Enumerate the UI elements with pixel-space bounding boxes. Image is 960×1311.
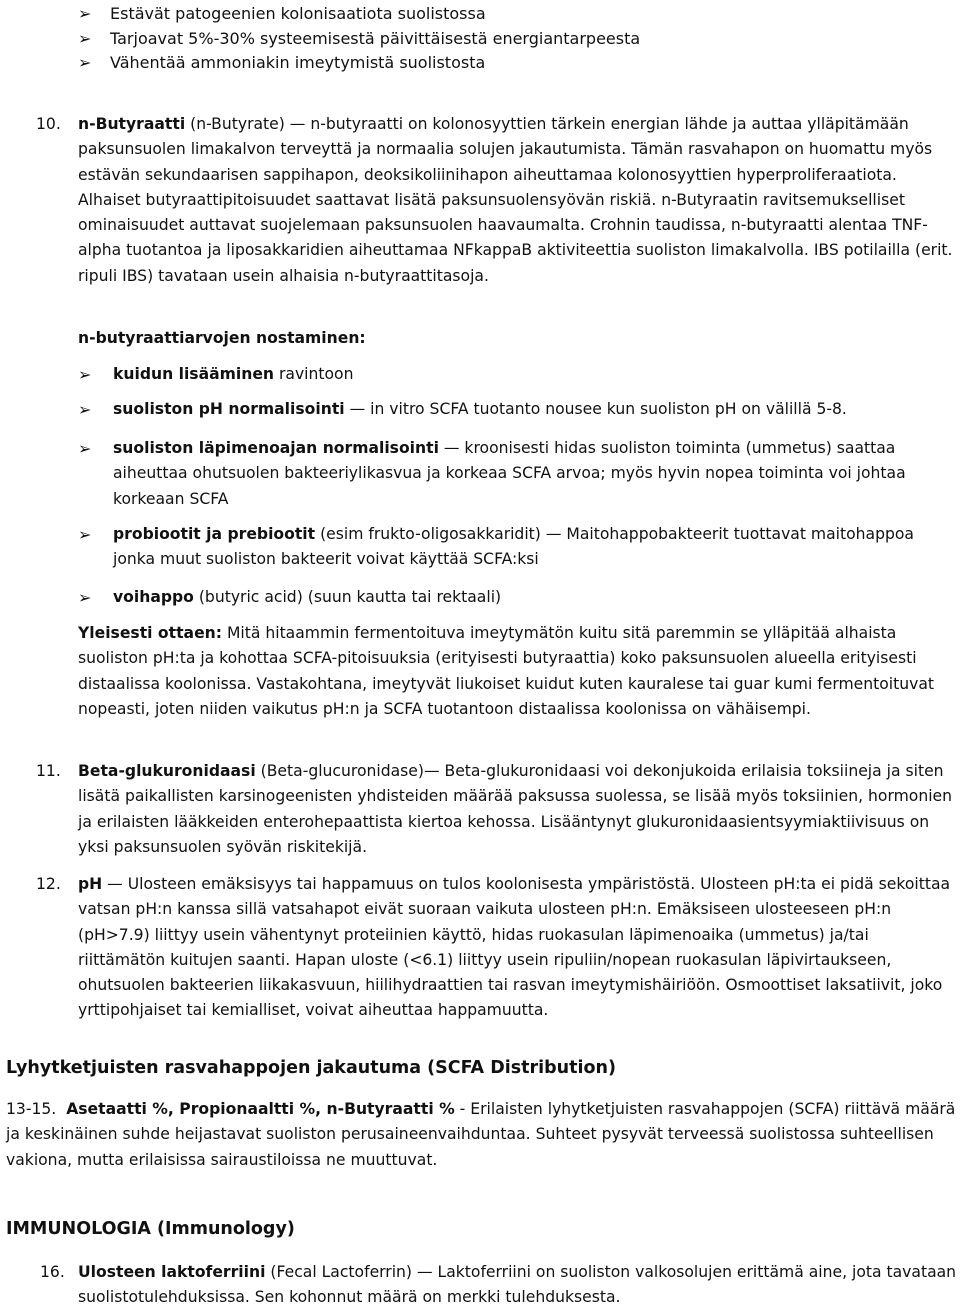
item-number: 16. — [40, 1263, 65, 1281]
list-item: ➢ suoliston läpimenoajan normalisointi — kroonisesti hidas suoliston toiminta (ummetus) saattaa aiheuttaa ohutsuolen bakteeriylikasvua ja korkeaa SCFA arvoa; myös hyvin nopea toiminta voi johtaa korkeaan SCFA — [78, 436, 958, 512]
list-item: ➢ suoliston pH normalisointi — in vitro SCFA tuotanto nousee kun suoliston pH on välillä 5-8. — [78, 397, 958, 422]
arrow-bullet-icon: ➢ — [78, 53, 92, 72]
arrow-bullet-icon: ➢ — [78, 439, 92, 458]
arrow-bullet-icon: ➢ — [78, 365, 92, 384]
item-number: 12. — [36, 875, 61, 893]
scfa-heading: Lyhytketjuisten rasvahappojen jakautuma (SCFA Distribution) — [6, 1058, 616, 1078]
item-12-paragraph: pH — Ulosteen emäksisyys tai happamuus on tulos koolonisesta ympäristöstä. Ulosteen pH:ta ei pidä sekoittaa vatsan pH:n kanssa sillä vatsahapot eivät suoraan vaikuta ulosteen pH:n. Emäksiseen ulosteeseen pH:n (pH>7.9) liittyy usein vähentynyt proteiinien käyttö, hidas ruokasulan läpimenoaika (ummetus) ja/tai riittämätön kuitujen saanti. Hapan uloste (<6.1) liittyy usein ripuliin/nopean ruokasulan läpivirtaukseen, ohutsuolen bakteerien liikakasvuun, hiilihydraattien tai rasvan imeytymishäiriöön. Osmoottiset laksatiivit, joko yrttipohjaiset tai kemialliset, voivat aiheuttaa happamuutta. — [78, 875, 951, 1020]
raising-heading: n-butyraattiarvojen nostaminen: — [78, 329, 366, 347]
arrow-bullet-icon: ➢ — [78, 4, 92, 23]
item-number: 10. — [36, 115, 61, 133]
top-bullet-list — [78, 2, 640, 76]
arrow-bullet-icon: ➢ — [78, 588, 92, 607]
list-item: ➢ kuidun lisääminen ravintoon — [78, 362, 958, 387]
arrow-bullet-icon: ➢ — [78, 400, 92, 419]
item-title: n-Butyraatti — [78, 115, 186, 133]
item-number: 11. — [36, 762, 61, 780]
item-10-paragraph: n-Butyraatti (n-Butyrate) — n-butyraatti on kolonosyyttien tärkein energian lähde ja auttaa ylläpitämään paksunsuolen limakalvon terveyttä ja normaalia solujen jakautumista. Tämän rasvahapon on huomattu myös estävän sekundaarisen sappihapon, deoksikoliinihapon aiheuttamaa kolonosyyttien hyperproliferaatiota. Alhaiset butyraattipitoisuudet saattavat lisätä paksunsuolensyövän riskiä. n-Butyraatin ravitsemukselliset ominaisuudet auttavat suojelemaan paksunsuolen haavaumalta. Crohnin taudissa, n-butyraatti alentaa TNF-alpha tuotantoa ja liposakkaridien aiheuttamaa NFkappaB aktiviteettia suoliston limakalvolla. IBS potilailla (erit. ripuli IBS) tavataan usein alhaisia n-butyraattitasoja. — [78, 115, 953, 285]
item-number: 13-15. — [6, 1100, 57, 1118]
arrow-bullet-icon: ➢ — [78, 525, 92, 544]
arrow-bullet-icon: ➢ — [78, 28, 92, 48]
item-13-15-paragraph: 13-15. Asetaatti %, Propionaaltti %, n-Butyraatti % - Erilaisten lyhytketjuisten rasvahappojen (SCFA) riittävä määrä ja keskinäinen suhde heijastavat suoliston perusaineenvaihduntaa. Suhteet pysyvät terveessä suolistossa suhteellisen vakiona, mutta erilaisissa sairaustiloissa ne muuttuvat. — [6, 1100, 956, 1169]
list-item: ➢ Estävät patogeenien kolonisaatiota suolistossa — [78, 2, 640, 27]
list-item: ➢ voihappo (butyric acid) (suun kautta tai rektaali) — [78, 585, 958, 610]
list-item: ➢ probiootit ja prebiootit (esim frukto-oligosakkaridit) — Maitohappobakteerit tuottavat maitohappoa jonka muut suoliston bakteerit voivat käyttää SCFA:ksi — [78, 522, 958, 573]
immunology-heading: IMMUNOLOGIA (Immunology) — [6, 1219, 295, 1239]
summary-paragraph: Yleisesti ottaen: Mitä hitaammin fermentoituva imeytymätön kuitu sitä paremmin se ylläpitää alhaista suoliston pH:ta ja kohottaa SCFA-pitoisuuksia (erityisesti butyraattia) koko paksunsuolen alueella erityisesti distaalissa koolonissa. Vastakohtana, imeytyvät liukoiset kuidut kuten kauralese tai guar kumi fermentoituvat nopeasti, joten niiden vaikutus pH:n ja SCFA tuotantoon distaalissa koolonissa on vähäisempi. — [78, 624, 935, 718]
item-11-paragraph: Beta-glukuronidaasi (Beta-glucuronidase)— Beta-glukuronidaasi voi dekonjukoida erilaisia toksiineja ja siten lisätä paikallisten karsinogeenisten yhdisteiden määrää paksussa suolessa, se lisää myös toksiinien, hormonien ja erilaisten lääkkeiden enterohepaattista kiertoa kehossa. Lisääntynyt glukuronidaasientsyymiaktiivisuus on yksi paksunsuolen syövän riskitekijä. — [78, 762, 953, 856]
list-item: ➢ Tarjoavat 5%-30% systeemisestä päivittäisestä energiantarpeesta — [78, 27, 640, 52]
item-16-paragraph: Ulosteen laktoferriini (Fecal Lactoferrin) — Laktoferriini on suoliston valkosolujen erittämä aine, jota tavataan suolistotulehduksissa. Sen kohonnut määrä on merkki tulehduksesta. — [78, 1263, 957, 1307]
list-item: ➢ Vähentää ammoniakin imeytymistä suolistosta — [78, 51, 640, 76]
